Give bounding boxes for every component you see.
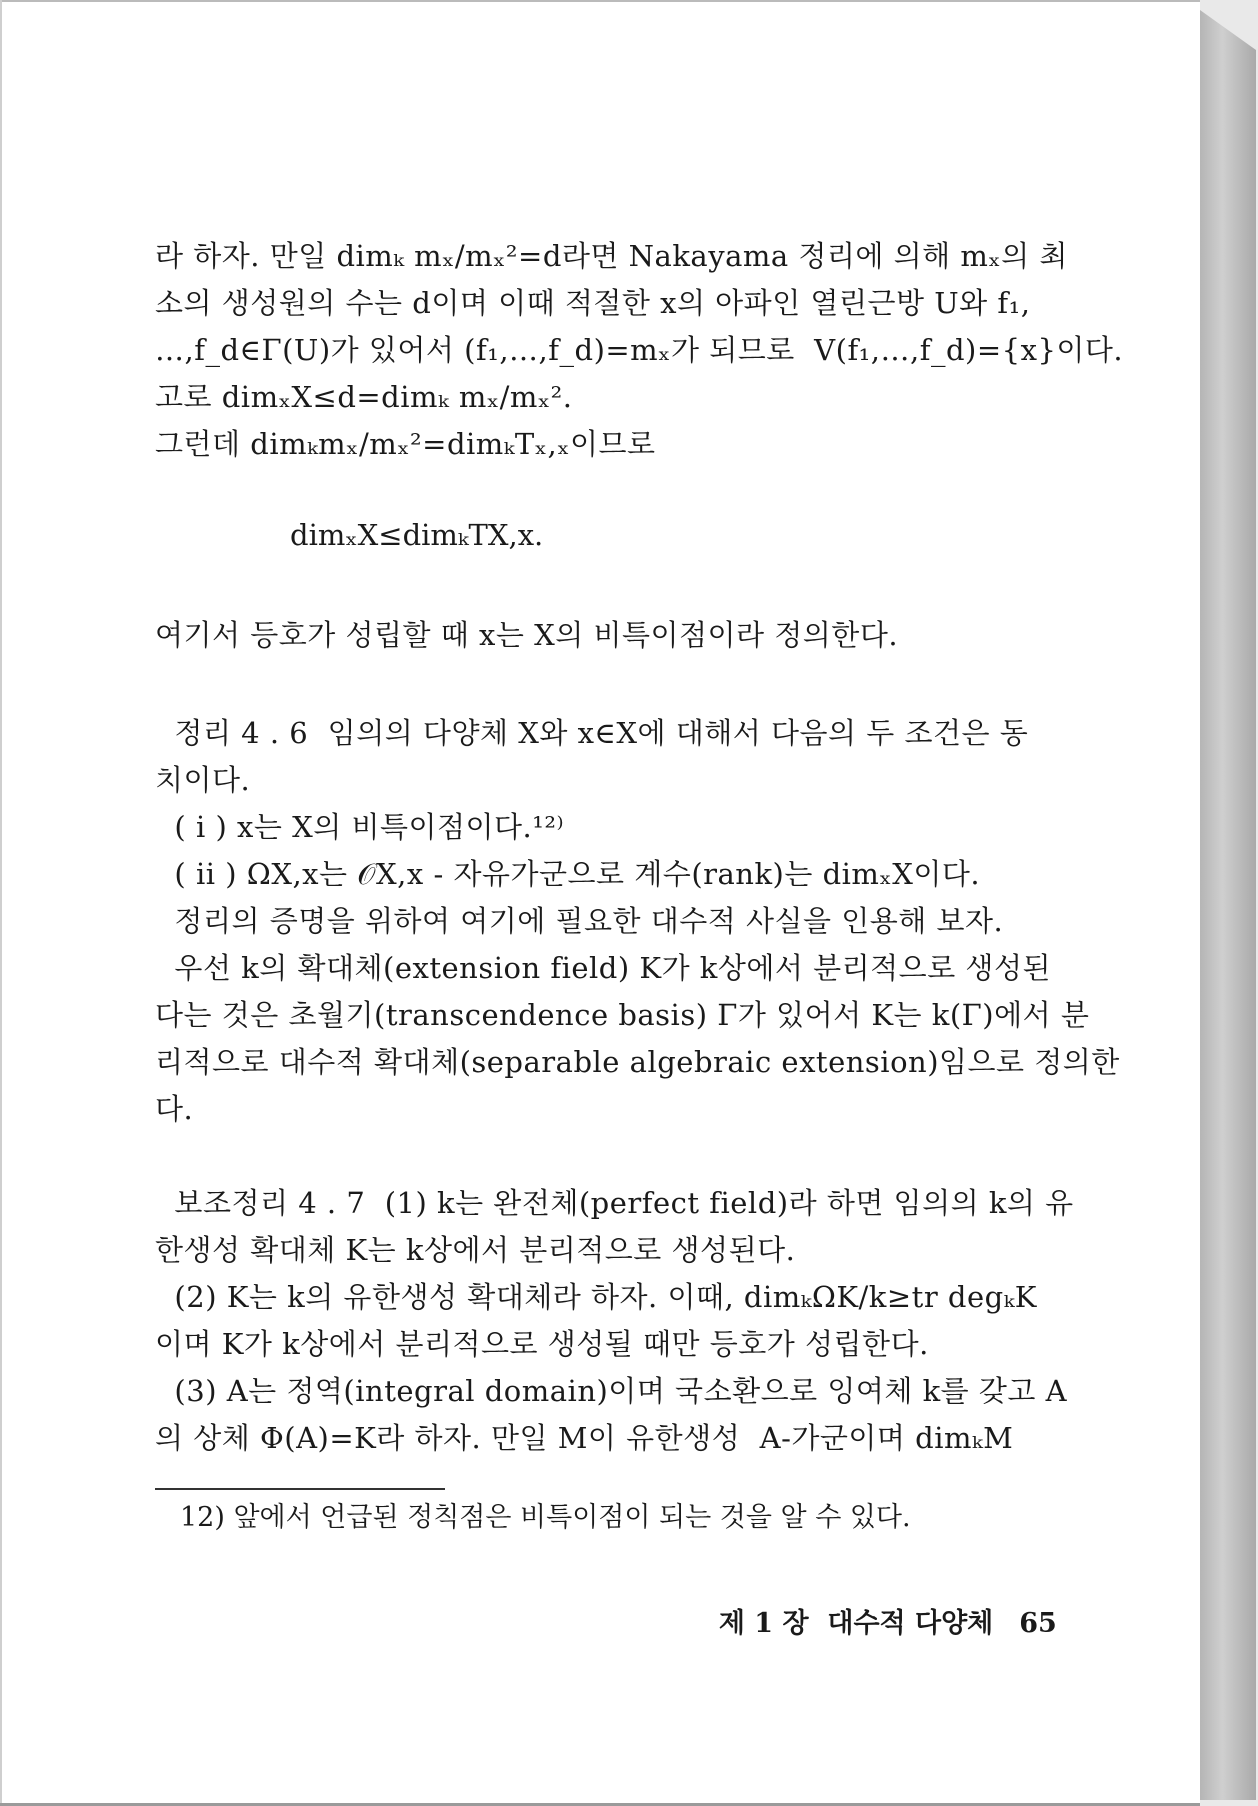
body-line-3: …,f_d∈Γ(U)가 있어서 (f₁,…,f_d)=mₓ가 되므로 V(f₁,…,f_d)={x}이다.	[155, 333, 1124, 367]
page-edge-left	[0, 0, 2, 1806]
theorem-item-ii: ( ii ) ΩX,x는 𝒪X,x - 자유가군으로 계수(rank)는 dimₓX이다.	[155, 857, 981, 891]
para2-line-2: 우선 k의 확대체(extension field) K가 k상에서 분리적으로 생성된	[155, 951, 1051, 985]
para2-line-3: 다는 것은 초월기(transcendence basis) Γ가 있어서 K는 k(Γ)에서 분	[155, 998, 1090, 1032]
lemma-4-7-line-6: 의 상체 Φ(A)=K라 하자. 만일 M이 유한생성 A-가군이며 dimₖM	[155, 1421, 1014, 1455]
lemma-4-7-line-4: 이며 K가 k상에서 분리적으로 생성될 때만 등호가 성립한다.	[155, 1327, 929, 1361]
para2-line-1: 정리의 증명을 위하여 여기에 필요한 대수적 사실을 인용해 보자.	[155, 904, 1004, 938]
page-spine	[1200, 10, 1256, 1800]
chapter-title: 제 1 장 대수적 다양체	[718, 1608, 994, 1639]
definition-line: 여기서 등호가 성립할 때 x는 X의 비특이점이라 정의한다.	[155, 618, 899, 652]
lemma-4-7-line-2: 한생성 확대체 K는 k상에서 분리적으로 생성된다.	[155, 1233, 796, 1267]
page-number: 65	[1019, 1608, 1057, 1639]
body-line-4: 고로 dimₓX≤d=dimₖ mₓ/mₓ².	[155, 380, 573, 414]
display-equation: dimₓX≤dimₖTX,x.	[290, 518, 544, 552]
theorem-4-6-line-2: 치이다.	[155, 763, 251, 797]
para2-line-5: 다.	[155, 1092, 194, 1126]
body-line-2: 소의 생성원의 수는 d이며 이때 적절한 x의 아파인 열린근방 U와 f₁,	[155, 286, 1031, 320]
footnote-rule	[155, 1488, 445, 1490]
para2-line-4: 리적으로 대수적 확대체(separable algebraic extension)임으로 정의한	[155, 1045, 1120, 1079]
lemma-4-7-line-1: 보조정리 4 . 7 (1) k는 완전체(perfect field)라 하면 임의의 k의 유	[155, 1186, 1074, 1220]
theorem-4-6-line-1: 정리 4 . 6 임의의 다양체 X와 x∈X에 대해서 다음의 두 조건은 동	[155, 716, 1029, 750]
lemma-4-7-line-3: (2) K는 k의 유한생성 확대체라 하자. 이때, dimₖΩK/k≥tr degₖK	[155, 1280, 1037, 1314]
page-edge-top	[0, 0, 1200, 2]
lemma-4-7-line-5: (3) A는 정역(integral domain)이며 국소환으로 잉여체 k를 갖고 A	[155, 1374, 1068, 1408]
footnote-12: 12) 앞에서 언급된 정칙점은 비특이점이 되는 것을 알 수 있다.	[180, 1502, 911, 1533]
body-line-5: 그런데 dimₖmₓ/mₓ²=dimₖTₓ,ₓ이므로	[155, 427, 656, 461]
theorem-item-i: ( i ) x는 X의 비특이점이다.¹²⁾	[155, 810, 565, 844]
page-footer	[700, 1570, 1057, 1640]
body-line-1: 라 하자. 만일 dimₖ mₓ/mₓ²=d라면 Nakayama 정리에 의해 mₓ의 최	[155, 239, 1068, 273]
